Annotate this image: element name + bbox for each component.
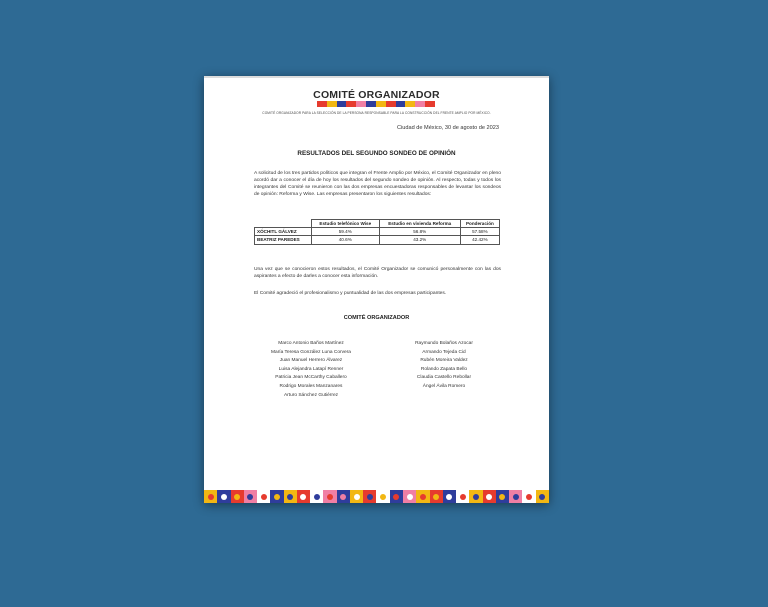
footer-tile: [536, 490, 549, 503]
follow-up-paragraph: Una vez que se conocieron estos resultados, el Comité Organizador se comunicó personalmente con las dos aspirantes a efecto de darles a conocer esta información.: [254, 267, 501, 279]
footer-dot: [234, 494, 240, 500]
member-name: Arturo Sánchez Gutiérrez: [283, 392, 339, 398]
footer-dot: [354, 494, 360, 500]
document-date: Ciudad de México, 30 de agosto de 2023: [396, 125, 499, 131]
document-title: COMITÉ ORGANIZADOR: [313, 89, 440, 101]
footer-tile: [257, 490, 270, 503]
page-top-edge: [204, 76, 549, 78]
footer-tile: [204, 490, 217, 503]
footer-tile: [496, 490, 509, 503]
footer-dot: [340, 494, 346, 500]
footer-tile: [456, 490, 469, 503]
footer-tile: [469, 490, 482, 503]
table-header-ponderacion: Ponderación: [460, 220, 499, 228]
members-left-column: [248, 340, 374, 400]
member-name: Juan Manuel Herrero Álvarez: [279, 358, 343, 364]
footer-dot: [393, 494, 399, 500]
footer-tile: [363, 490, 376, 503]
pattern-segment: [376, 101, 386, 107]
footer-tile: [323, 490, 336, 503]
ponderacion-value: 42.42%: [460, 236, 499, 244]
pattern-segment: [405, 101, 415, 107]
footer-dot: [433, 494, 439, 500]
table-header-reforma: Estudio en vivienda Reforma: [379, 220, 460, 228]
section-heading: RESULTADOS DEL SEGUNDO SONDEO DE OPINIÓN: [297, 150, 456, 157]
footer-tile: [350, 490, 363, 503]
member-name: Rubén Moreira Valdez: [420, 358, 468, 364]
header-pattern-bar: [317, 101, 435, 107]
footer-dot: [460, 494, 466, 500]
intro-paragraph: A solicitud de los tres partidos políticos que integran el Frente Amplio por México, el Comité Organizador en pleno acordó dar a conocer el día de hoy los resultados del segundo sondeo de opinión. Al respecto, todas y todos los integrantes del Comité se reunieron con las dos empresas encuestadoras responsables de levantar los sondeos de opinión: Reforma y Wise. Las empresas presentaron los siguientes resultados:: [254, 171, 501, 197]
pattern-segment: [317, 101, 327, 107]
footer-dot: [446, 494, 452, 500]
table-row: [255, 228, 500, 236]
pattern-segment: [346, 101, 356, 107]
footer-tile: [443, 490, 456, 503]
member-name: Ángel Ávila Romero: [422, 383, 466, 389]
footer-dot: [513, 494, 519, 500]
footer-tile: [297, 490, 310, 503]
footer-dot: [499, 494, 505, 500]
member-name: Claudia Castello Rebollar: [416, 375, 472, 381]
member-name: Rolando Zapata Bello: [420, 366, 468, 372]
footer-tile: [403, 490, 416, 503]
member-name: Rodrigo Morales Manzanares: [279, 383, 343, 389]
footer-dot: [300, 494, 306, 500]
footer-dot: [539, 494, 545, 500]
ponderacion-value: 57.58%: [460, 228, 499, 236]
reforma-value: 43.2%: [379, 236, 460, 244]
footer-dot: [261, 494, 267, 500]
footer-tile: [390, 490, 403, 503]
footer-tile: [376, 490, 389, 503]
footer-dot: [420, 494, 426, 500]
committee-heading: COMITÉ ORGANIZADOR: [343, 315, 410, 321]
footer-dot: [327, 494, 333, 500]
footer-dot: [221, 494, 227, 500]
document-page: [204, 76, 549, 503]
member-name: Marco Antonio Baños Martínez: [278, 341, 344, 346]
footer-tile: [284, 490, 297, 503]
footer-dot: [367, 494, 373, 500]
footer-dot: [486, 494, 492, 500]
footer-dot: [287, 494, 293, 500]
pattern-segment: [386, 101, 396, 107]
table-row: [255, 236, 500, 244]
candidate-name: XÓCHITL GÁLVEZ: [255, 228, 312, 236]
pattern-segment: [337, 101, 347, 107]
footer-tile: [416, 490, 429, 503]
wise-value: 40.6%: [311, 236, 379, 244]
pattern-segment: [425, 101, 435, 107]
footer-dot: [274, 494, 280, 500]
footer-dot: [314, 494, 320, 500]
footer-dot: [208, 494, 214, 500]
member-name: Armando Tejeda Cid: [422, 349, 466, 355]
reforma-value: 56.8%: [379, 228, 460, 236]
footer-dot: [473, 494, 479, 500]
footer-dot: [380, 494, 386, 500]
footer-tile: [270, 490, 283, 503]
footer-pattern-band: [204, 490, 549, 503]
footer-tile: [217, 490, 230, 503]
footer-tile: [337, 490, 350, 503]
pattern-segment: [366, 101, 376, 107]
footer-tile: [430, 490, 443, 503]
footer-dot: [247, 494, 253, 500]
footer-tile: [509, 490, 522, 503]
table-header-row: [255, 220, 500, 228]
member-name: María Teresa González Luna Corvera: [271, 349, 351, 355]
footer-tile: [483, 490, 496, 503]
pattern-segment: [415, 101, 425, 107]
pattern-segment: [356, 101, 366, 107]
results-table: [254, 219, 500, 245]
footer-tile: [231, 490, 244, 503]
member-name: Luisa Alejandra Latapí Renner: [278, 366, 344, 372]
footer-tile: [244, 490, 257, 503]
footer-tile: [522, 490, 535, 503]
footer-dot: [407, 494, 413, 500]
pattern-segment: [327, 101, 337, 107]
candidate-name: BEATRIZ PAREDES: [255, 236, 312, 244]
footer-dot: [526, 494, 532, 500]
thanks-paragraph: El Comité agradeció el profesionalismo y puntualidad de las dos empresas participantes.: [254, 291, 447, 296]
footer-tile: [310, 490, 323, 503]
members-right-column: [390, 340, 498, 392]
document-subtitle: COMITÉ ORGANIZADOR PARA LA SELECCIÓN DE LA PERSONA RESPONSABLE PARA LA CONSTRUCCIÓN DEL FRENTE AMPLIO POR MÉXICO.: [262, 111, 491, 115]
pattern-segment: [396, 101, 406, 107]
table-header-wise: Estudio telefónico Wise: [311, 220, 379, 228]
member-name: Patricia Jean McCarthy Caballero: [275, 375, 347, 381]
wise-value: 59.4%: [311, 228, 379, 236]
member-name: Raymundo Bolaños Azocar: [415, 341, 473, 346]
table-corner-cell: [255, 220, 312, 228]
